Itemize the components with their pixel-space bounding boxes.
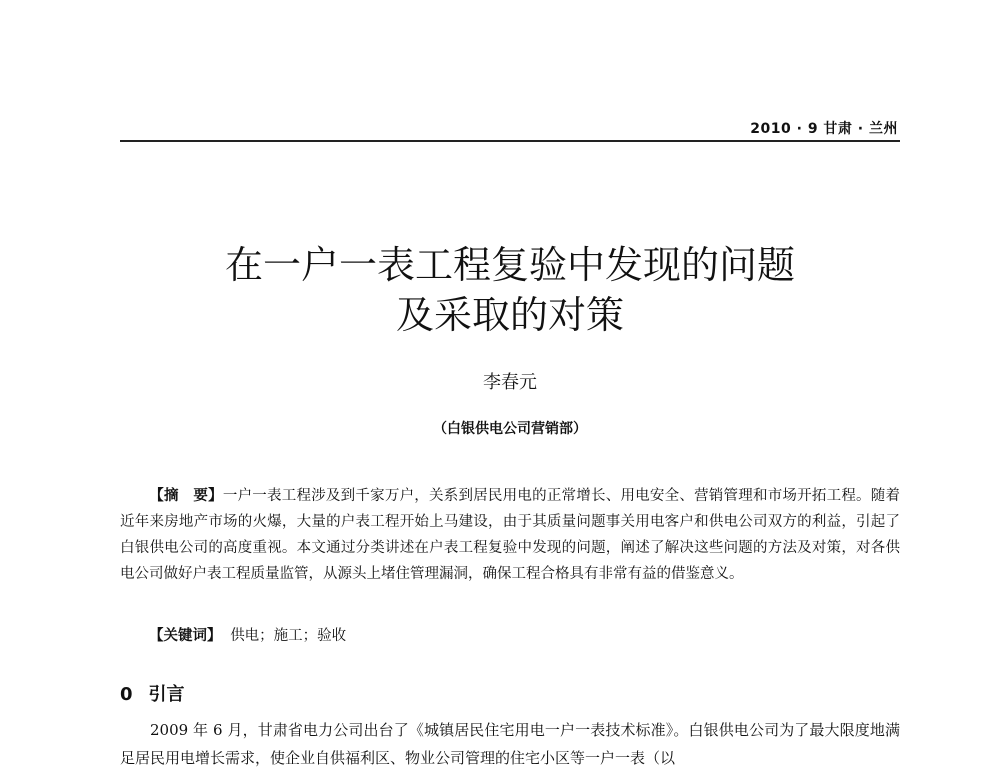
paper-title	[120, 240, 900, 340]
abstract-label: 【摘 要】	[149, 488, 223, 504]
abstract-text: 一户一表工程涉及到千家万户，关系到居民用电的正常增长、用电安全、营销管理和市场开拓工程。随着近年来房地产市场的火爆，大量的户表工程开始上马建设，由于其质量问题事关用电客户和供电公司双方的利益，引起了白银供电公司的高度重视。本文通过分类讲述在户表工程复验中发现的问题，阐述了解决这些问题的方法及对策，对各供电公司做好户表工程质量监管，从源头上堵住管理漏洞，确保工程合格具有非常有益的借鉴意义。	[120, 488, 901, 582]
abstract	[120, 483, 900, 587]
author-name: 李春元	[483, 372, 537, 393]
section-heading	[120, 680, 185, 706]
author-affiliation: （白银供电公司营销部）	[433, 421, 587, 437]
running-header	[120, 118, 900, 142]
section-number: 0	[120, 684, 133, 705]
title-line-1: 在一户一表工程复验中发现的问题	[224, 243, 795, 287]
keywords-text: 供电；施工；验收	[230, 628, 347, 644]
section-title: 引言	[148, 684, 185, 705]
title-line-2: 及采取的对策	[395, 293, 624, 337]
keywords-label: 【关键词】	[149, 628, 222, 644]
header-date-location: 2010 · 9 甘肃 · 兰州	[750, 121, 898, 137]
body-paragraph: 2009 年 6 月，甘肃省电力公司出台了《城镇居民住宅用电一户一表技术标准》。白银供电公司为了最大限度地满足居民用电增长需求，使企业自供福利区、物业公司管理的住宅小区等一户一表（以	[120, 721, 900, 767]
keywords	[120, 623, 900, 649]
